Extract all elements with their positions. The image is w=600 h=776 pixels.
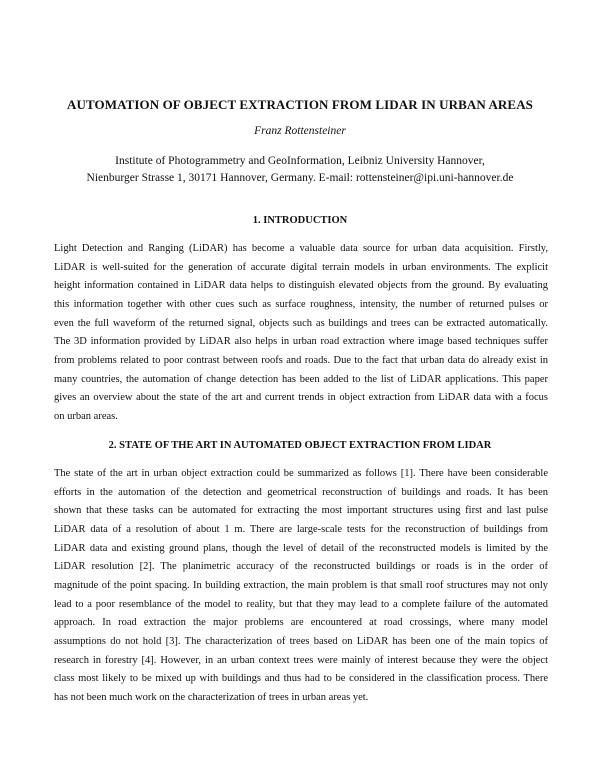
text-line: this information together with other cues such as surface roughness, intensity, the number of returned pulses or	[54, 298, 548, 310]
text-line: LiDAR data and existing ground plans, though the level of detail of the reconstructed models is limited by the	[54, 542, 548, 554]
text-line: assumptions do not hold [3]. The characterization of trees based on LiDAR has been one of the main topics of	[54, 635, 548, 647]
text-line: gives an overview about the state of the art and current trends in object extraction from LiDAR data with a focus	[54, 392, 548, 404]
author-name: Franz Rottensteiner	[254, 125, 346, 137]
text-line: research in forestry [4]. However, in an urban context trees were mainly of interest because they were the object	[54, 654, 548, 666]
introduction-paragraph	[54, 240, 548, 427]
text-line: The state of the art in urban object extraction could be summarized as follows [1]. There have been considerable	[54, 468, 548, 479]
affiliation-line: Institute of Photogrammetry and GeoInformation, Leibniz University Hannover,	[115, 155, 485, 167]
paper-title: AUTOMATION OF OBJECT EXTRACTION FROM LIDAR IN URBAN AREAS	[66, 97, 534, 112]
text-line: has not been much work on the characterization of trees in urban areas yet.	[54, 691, 369, 703]
text-line: LiDAR resolution [2]. The planimetric accuracy of the reconstructed buildings or roads is in the order of	[54, 561, 548, 573]
section-heading-introduction: 1. INTRODUCTION	[252, 215, 348, 226]
text-line: efforts in the automation of the detection and geometrical reconstruction of buildings and roads. It has been	[54, 486, 548, 498]
section-heading-state-of-the-art: 2. STATE OF THE ART IN AUTOMATED OBJECT EXTRACTION FROM LIDAR	[108, 440, 492, 451]
text-line: on urban areas.	[54, 410, 118, 422]
text-line: shown that these tasks can be automated for extracting the most important structures using first and last pulse	[54, 505, 548, 517]
text-line: many countries, the automation of change detection has been added to the list of LiDAR applications. This paper	[54, 373, 548, 385]
affiliation-line: Nienburger Strasse 1, 30171 Hannover, Germany. E-mail: rottensteiner@ipi.uni-hannover.de	[86, 172, 514, 184]
text-line: magnitude of the point spacing. In building extraction, the main problem is that small roof structures may not only	[54, 579, 548, 591]
text-line: even the full waveform of the returned signal, objects such as buildings and trees can be extracted automatically.	[54, 317, 548, 329]
state-of-the-art-paragraph	[54, 465, 548, 708]
text-line: height information contained in LiDAR data helps to distinguish elevated objects from the ground. By evaluating	[54, 280, 548, 292]
text-line: The 3D information provided by LiDAR also helps in urban road extraction where image based techniques suffer	[54, 336, 548, 348]
text-line: Light Detection and Ranging (LiDAR) has become a valuable data source for urban data acquisition. Firstly,	[54, 243, 548, 254]
text-line: lead to a poor resemblance of the model to reality, but that they may lead to a complete failure of the automated	[54, 598, 548, 610]
author-affiliation	[0, 153, 600, 187]
text-line: from problems related to poor contrast between roofs and roads. Due to the fact that urban data do already exist in	[54, 354, 548, 366]
text-line: approach. In road extraction the major problems are encountered at road crossings, where many model	[54, 617, 548, 629]
text-line: LiDAR data of a resolution of about 1 m. There are large-scale tests for the reconstruction of buildings from	[54, 523, 548, 535]
text-line: LiDAR is well-suited for the generation of accurate digital terrain models in urban environments. The explicit	[54, 261, 548, 273]
text-line: class most likely to be mixed up with buildings and thus had to be considered in the classification process. There	[54, 673, 548, 685]
